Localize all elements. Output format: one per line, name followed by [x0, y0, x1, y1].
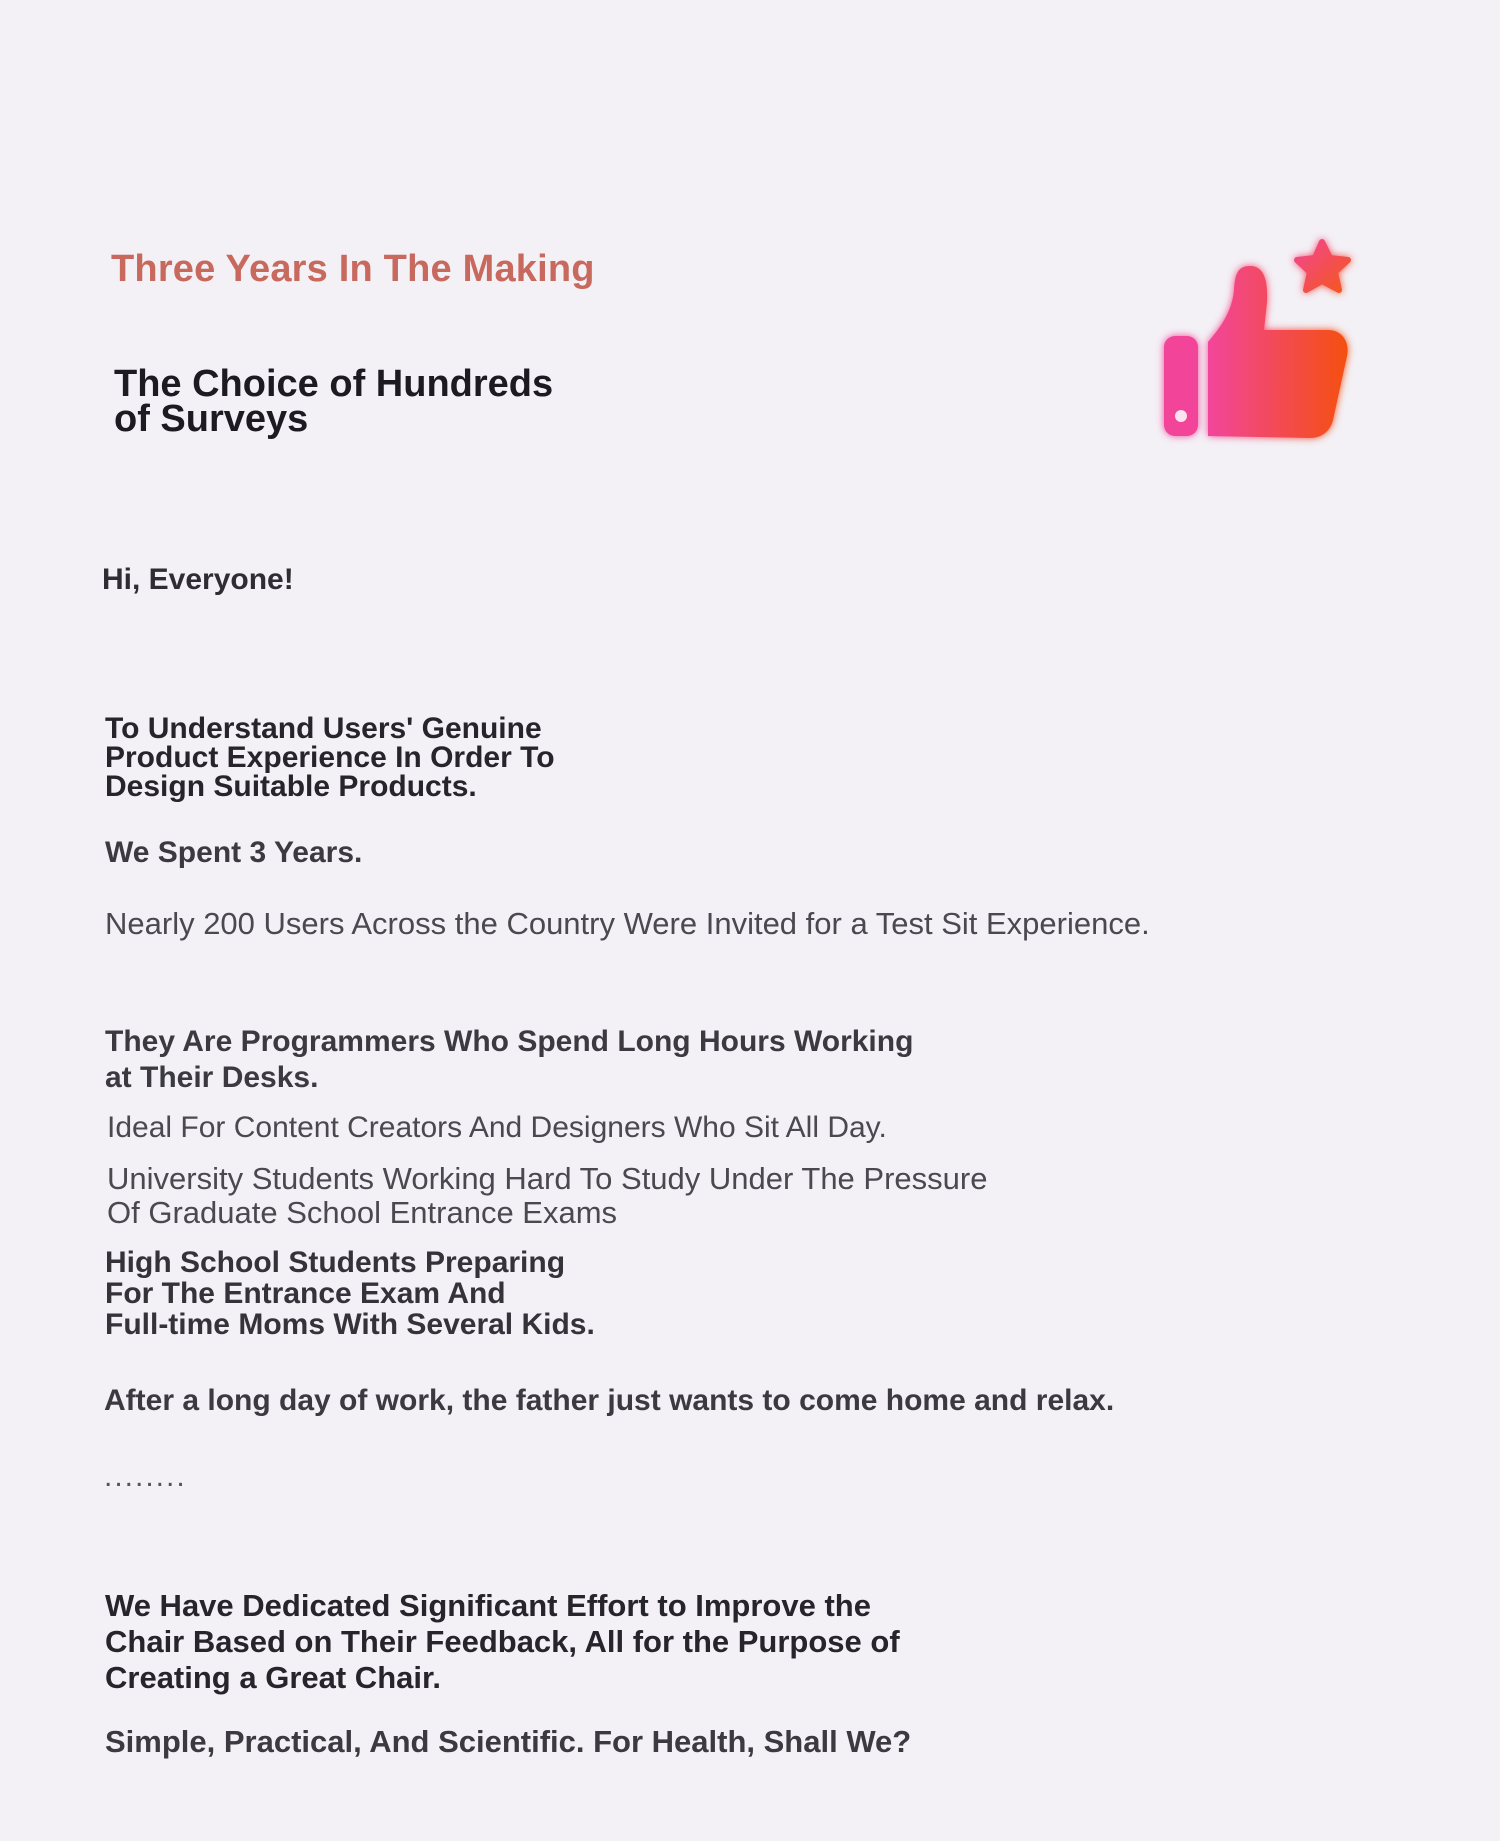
understand-paragraph: To Understand Users' Genuine Product Experience In Order To Design Suitable Products.	[105, 712, 555, 803]
nearly-paragraph: Nearly 200 Users Across the Country Were Invited for a Test Sit Experience.	[105, 906, 1150, 941]
highschool-paragraph: High School Students Preparing For The Entrance Exam And Full-time Moms With Several Kids.	[105, 1246, 595, 1341]
father-paragraph: After a long day of work, the father just wants to come home and relax.	[104, 1384, 1115, 1417]
creators-paragraph: Ideal For Content Creators And Designers Who Sit All Day.	[107, 1111, 887, 1144]
thumbs-up-star-icon	[1150, 230, 1390, 450]
greeting: Hi, Everyone!	[102, 563, 294, 596]
university-paragraph: University Students Working Hard To Study Under The Pressure Of Graduate School Entrance Exams	[107, 1161, 988, 1230]
ellipsis: ........	[104, 1460, 187, 1493]
eyebrow-heading: Three Years In The Making	[111, 248, 595, 290]
programmers-paragraph: They Are Programmers Who Spend Long Hours Working at Their Desks.	[105, 1025, 914, 1094]
page-title: The Choice of Hundreds of Surveys	[114, 363, 554, 440]
closing-paragraph: Simple, Practical, And Scientific. For Health, Shall We?	[105, 1724, 912, 1759]
effort-paragraph: We Have Dedicated Significant Effort to Improve the Chair Based on Their Feedback, All for the Purpose of Creating a Great Chair.	[105, 1588, 900, 1695]
spent-paragraph: We Spent 3 Years.	[105, 836, 363, 869]
